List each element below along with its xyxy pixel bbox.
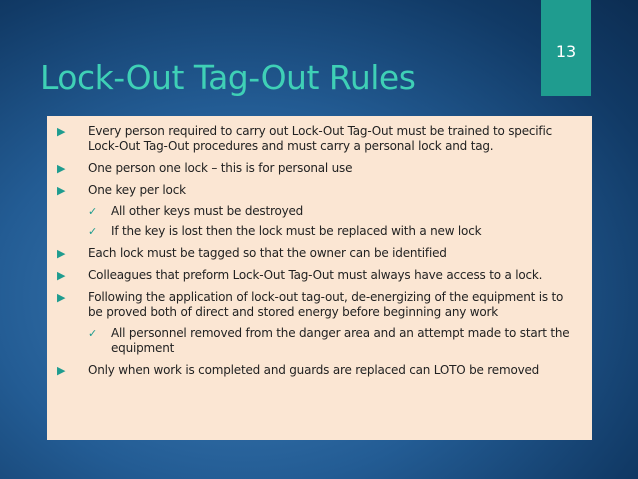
arrow-bullet-icon: ▶: [57, 269, 66, 282]
sub-bullet-list: [88, 204, 572, 239]
bullet-item: [57, 124, 572, 154]
bullet-text: Only when work is completed and guards are replaced can LOTO be removed: [88, 363, 540, 377]
bullet-text: Following the application of lock-out tag-out, de-energizing of the equipment is to be proved both of direct and stored energy before beginning any work: [88, 290, 564, 319]
content-box: [47, 116, 592, 440]
sub-bullet-item: [88, 224, 572, 239]
sub-bullet-text: All personnel removed from the danger area and an attempt made to start the equipment: [111, 326, 570, 355]
page-number: 13: [555, 42, 577, 61]
sub-bullet-item: [88, 326, 572, 356]
bullet-list: [57, 124, 572, 378]
bullet-text: One person one lock – this is for personal use: [88, 161, 353, 175]
bullet-text: One key per lock: [88, 183, 186, 197]
bullet-item: [57, 183, 572, 239]
sub-bullet-list: [88, 326, 572, 356]
sub-bullet-text: If the key is lost then the lock must be replaced with a new lock: [111, 224, 482, 238]
slide-title: Lock-Out Tag-Out Rules: [40, 58, 416, 97]
sub-bullet-text: All other keys must be destroyed: [111, 204, 304, 218]
sub-bullet-item: [88, 204, 572, 219]
checkmark-icon: ✓: [88, 327, 98, 340]
checkmark-icon: ✓: [88, 225, 98, 238]
bullet-item: [57, 268, 572, 283]
checkmark-icon: ✓: [88, 205, 98, 218]
arrow-bullet-icon: ▶: [57, 162, 66, 175]
bullet-text: Colleagues that preform Lock-Out Tag-Out must always have access to a lock.: [88, 268, 543, 282]
arrow-bullet-icon: ▶: [57, 125, 66, 138]
arrow-bullet-icon: ▶: [57, 364, 66, 377]
arrow-bullet-icon: ▶: [57, 247, 66, 260]
bullet-item: [57, 246, 572, 261]
arrow-bullet-icon: ▶: [57, 184, 66, 197]
page-number-tab: [541, 0, 591, 96]
bullet-item: [57, 290, 572, 356]
bullet-text: Each lock must be tagged so that the owner can be identified: [88, 246, 447, 260]
bullet-item: [57, 363, 572, 378]
bullet-item: [57, 161, 572, 176]
bullet-text: Every person required to carry out Lock-Out Tag-Out must be trained to specific Lock-Out Tag-Out procedures and must carry a personal lock and tag.: [88, 124, 552, 153]
arrow-bullet-icon: ▶: [57, 291, 66, 304]
